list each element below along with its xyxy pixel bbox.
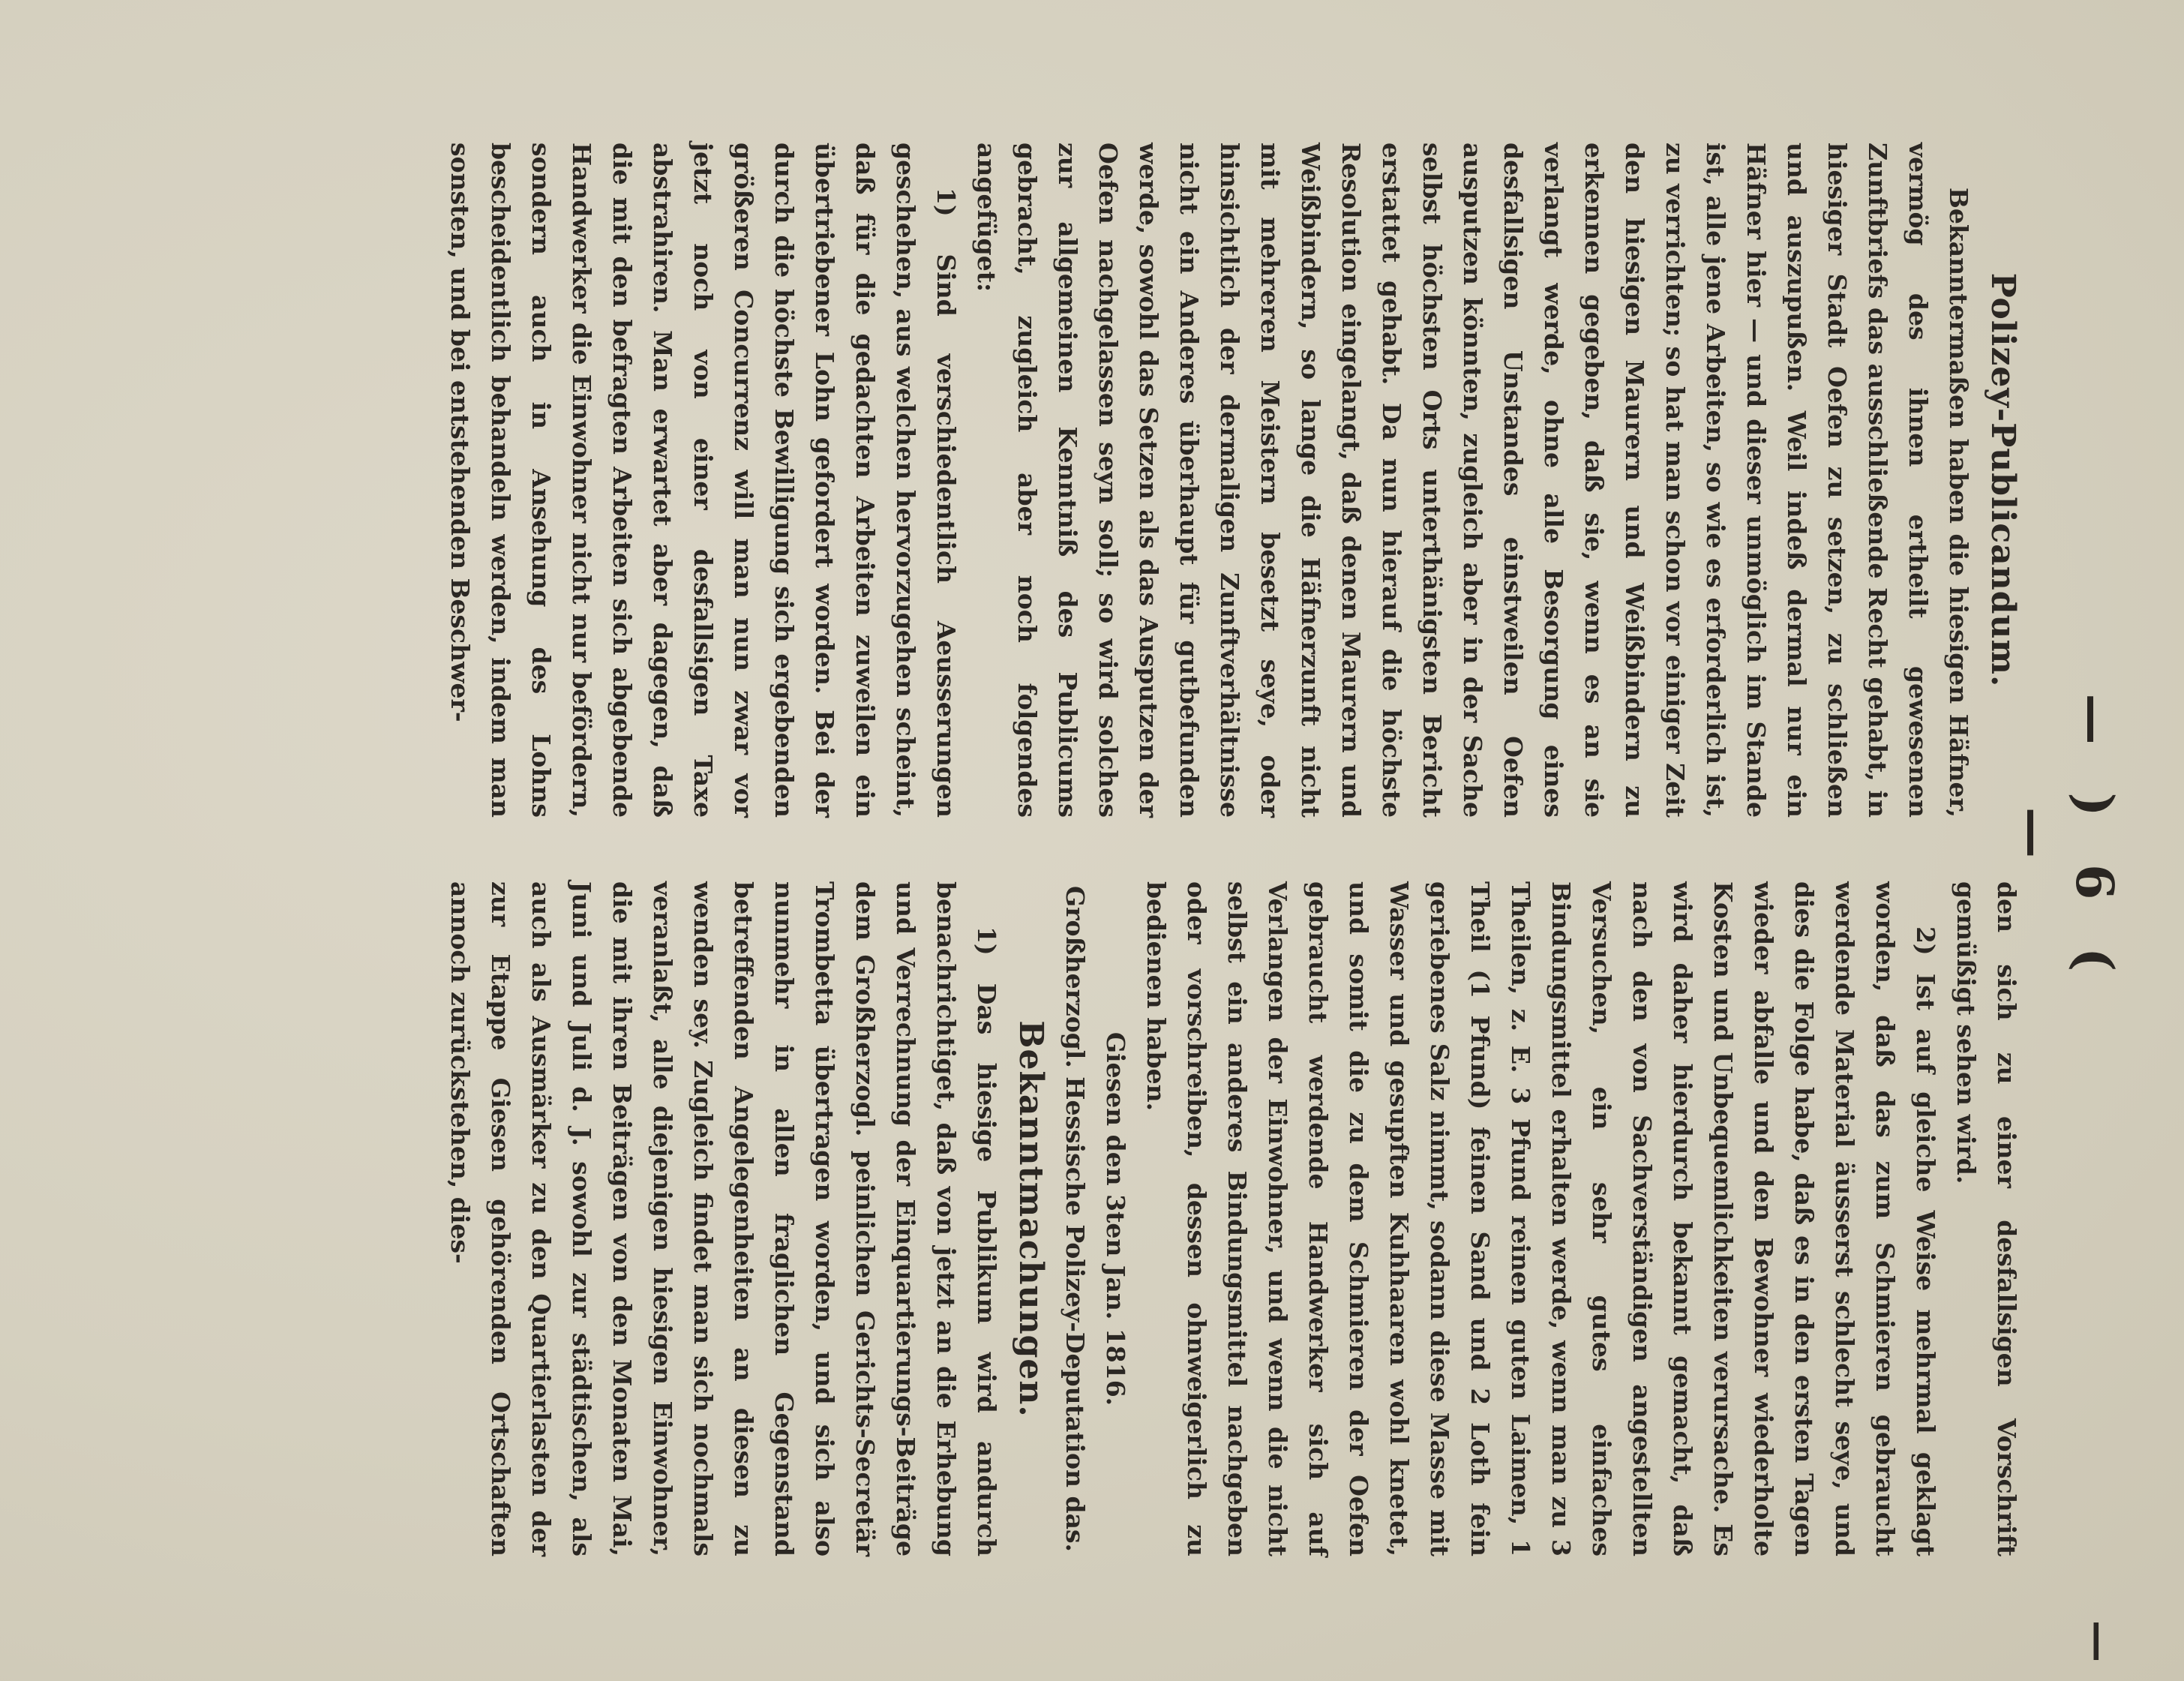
- place-date: Giesen den 3ten Jan. 1816.: [1101, 1031, 1130, 1406]
- bekanntmachungen-heading: Bekanntmachungen.: [1012, 1020, 1050, 1418]
- publicandum-paragraph: 1) Sind verschiedentlich Aeusserungen geschehen, aus welchen hervorzugehen scheint, daß für die gedachten Arbeiten zuweilen ein übertriebener Lohn gefordert worden. Bei der durch die höchste Bewilligung sich ergebenden größeren Concurrenz will man nun zwar vor jetzt noch von einer desfallsigen Taxe abstrahiren. Man erwartet aber dagegen, daß die mit den befragten Arbeiten sich abgebende Handwerker die Einwohner nicht nur befördern, sondern auch in Ansehung des Lohns bescheidentlich behandeln werden, indem man sonsten, und bei entstehenden Beschwer-: [446, 143, 961, 818]
- right-column: [76, 881, 2026, 1556]
- polizey-publicandum-heading: Polizey-Publicandum.: [1984, 272, 2022, 688]
- intro-paragraph: den sich zu einer desfallsigen Vorschrift gemüßigt sehen wird.: [1952, 881, 2021, 1556]
- page-number: — ) 6 ( —: [2004, 693, 2124, 987]
- intro-paragraph: 2) Ist auf gleiche Weise mehrmal geklagt worden, daß das zum Schmieren gebraucht werdende Material äusserst schlecht seye, und dies die Folge habe, daß es in den ersten Tagen wieder abfalle und den Bewohner wiederholte Kosten und Unbequemlichkeiten verursache. Es wird daher hierdurch bekannt gemacht, daß nach den von Sachverständigen angestellten Versuchen, ein sehr gutes einfaches Bindungsmittel erhalten werde, wenn man zu 3 Theilen, z. E. 3 Pfund reinen guten Laimen, 1 Theil (1 Pfund) feinen Sand und 2 Loth fein geriebenes Salz nimmt, sodann diese Masse mit Wasser und gesupften Kuhhaaren wohl knetet, und somit die zu dem Schmieren der Oefen gebraucht werdende Handwerker sich auf Verlangen der Einwohner, und wenn die nicht selbst ein anderes Bindungsmittel nachgeben oder vorschreiben, dessen ohnweigerlich zu bedienen haben.: [1142, 881, 1940, 1556]
- deputation-signature: Großherzogl. Hessische Polizey-Deputation das.: [1060, 885, 1090, 1553]
- publicandum-paragraph: Bekanntermaßen haben die hiesigen Häfner, vermög des ihnen ertheilt gewesenen Zunftbriefs das ausschließende Recht gehabt, in hiesiger Stadt Oefen zu setzen, zu schließen und auszupußen. Weil indeß dermal nur ein Häfner hier — und dieser unmöglich im Stande ist, alle jene Arbeiten, so wie es erforderlich ist, zu verrichten; so hat man schon vor einiger Zeit den hiesigen Maurern und Weißbindern zu erkennen gegeben, daß sie, wenn es an sie verlangt werde, ohne alle Besorgung eines desfallsigen Unstandes einstweilen Oefen ausputzen könnten, zugleich aber in der Sache selbst höchsten Orts unterthänigsten Bericht erstattet gehabt. Da nun hierauf die höchste Resolution eingelangt, daß denen Maurern und Weißbindern, so lange die Häfnerzunft nicht mit mehreren Meistern besetzt seye, oder hinsichtlich der dermaligen Zunftverhältnisse nicht ein Anderes überhaupt für gutbefunden werde, sowohl das Setzen als das Ausputzen der Oefen nachgelassen seyn soll; so wird solches zur allgemeinen Kenntniß des Publicums gebracht, zugleich aber noch folgendes angefüget:: [972, 143, 1973, 818]
- corner-mark: —: [2074, 1620, 2124, 1662]
- bekanntmachung-paragraph: 1) Das hiesige Publikum wird andurch benachrichtiget, daß von jetzt an die Erhebung und Verrechnung der Einquartierungs-Beiträge dem Großherzogl. peinlichen Gerichts-Secretär Trombetta übertragen worden, und sich also nunmehr in allen fraglichen Gegenstand betreffenden Angelegenheiten an diesen zu wenden sey. Zugleich findet man sich nochmals veranlaßt, alle diejenigen hiesigen Einwohner, die mit ihren Beiträgen von den Monaten Mai, Juni und Juli d. J. sowohl zur städtischen, als auch als Ausmärker zu den Quartierlasten der zur Etappe Giesen gehörenden Ortschaften annoch zurückstehen, dies-: [446, 881, 1001, 1556]
- left-column: [76, 143, 2026, 818]
